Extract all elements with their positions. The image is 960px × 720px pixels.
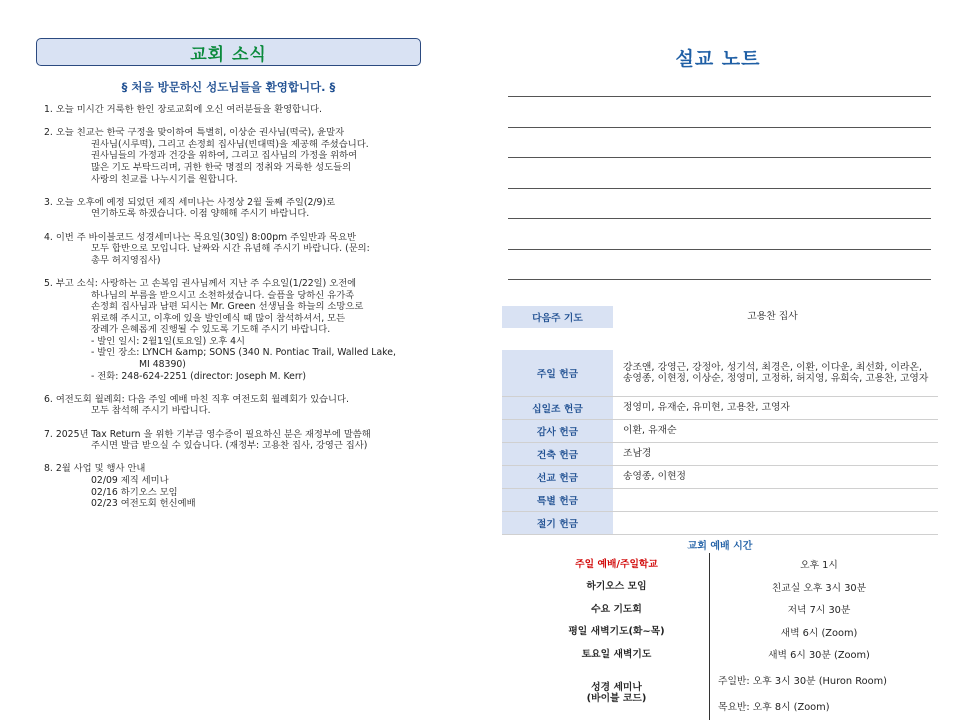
offering-value: 이환, 유재순 [623, 425, 677, 437]
seminar-label-line: 성경 세미나 [591, 681, 642, 693]
funeral-place-zip: MI 48390) [139, 359, 186, 371]
note-line [508, 279, 931, 280]
news-list [36, 104, 436, 510]
offering-table [502, 306, 938, 535]
worship-row [524, 598, 928, 621]
news-line: 연기하도록 하겠습니다. 이점 양해해 주시기 바랍니다. [91, 208, 310, 220]
seminar-value: 주일반: 오후 3시 30분 (Huron Room) [718, 676, 887, 688]
news-line: 모두 합반으로 모입니다. 날짜와 시간 유념해 주시기 바랍니다. (문의: [91, 243, 370, 255]
news-line: 총무 허지영집사) [91, 254, 161, 266]
offering-row [502, 420, 938, 443]
note-line [508, 218, 931, 219]
news-line: 3. 오늘 오후에 예정 되었던 제직 세미나는 사정상 2월 둘째 주일(2/9)로 [44, 196, 336, 208]
news-line: 위로해 주시고, 이후에 있을 발인예식 때 많이 참석하셔서, 모든 [91, 312, 346, 324]
offering-label: 선교 헌금 [502, 466, 613, 488]
offering-value: 조남경 [623, 448, 652, 460]
offering-label: 절기 헌금 [502, 512, 613, 534]
offering-row [502, 489, 938, 512]
church-news-title: 교회 소식 [190, 44, 267, 65]
news-line: 주시면 발급 받으실 수 있습니다. (재정부: 고용찬 집사, 강영근 집사) [91, 440, 368, 452]
church-news-title-box [36, 38, 421, 66]
news-item-8 [36, 463, 436, 509]
offering-value [613, 489, 938, 511]
welcome-message: § 처음 방문하신 성도님들을 환영합니다. § [121, 80, 336, 94]
offering-value: 정영미, 유재순, 유미현, 고용찬, 고영자 [623, 402, 790, 414]
worship-label: 하기오스 모임 [524, 576, 710, 599]
offering-row [502, 443, 938, 466]
table-spacer [502, 328, 938, 350]
worship-row [524, 643, 928, 666]
news-item-5 [36, 278, 436, 382]
worship-value: 저녁 7시 30분 [787, 605, 851, 617]
worship-value: 새벽 6시 30분 (Zoom) [768, 650, 870, 662]
schedule-item: 02/23 여전도회 헌신예배 [91, 498, 196, 510]
news-line: 모두 참석해 주시기 바랍니다. [91, 405, 211, 417]
news-line: 1. 오늘 미시간 거룩한 한인 장로교회에 오신 여러분들을 환영합니다. [44, 104, 322, 115]
seminar-value: 목요반: 오후 8시 (Zoom) [718, 701, 830, 713]
worship-label: 주일 예배/주일학교 [524, 553, 710, 576]
worship-row-seminar [524, 666, 928, 720]
note-line [508, 188, 931, 189]
seminar-label-line: (바이블 코드) [586, 693, 647, 704]
worship-label: 수요 기도회 [524, 598, 710, 621]
news-item-2 [36, 127, 436, 185]
offering-label: 주일 헌금 [502, 350, 613, 396]
worship-times-title: 교회 예배 시간 [687, 541, 753, 552]
prayer-label: 다음주 기도 [502, 306, 613, 328]
offering-label: 특별 헌금 [502, 489, 613, 511]
schedule-item: 02/09 제직 세미나 [91, 475, 169, 486]
funeral-phone: - 전화: 248-624-2251 (director: Joseph M. Kerr) [91, 370, 306, 382]
worship-row [524, 576, 928, 599]
worship-row [524, 621, 928, 644]
worship-label: 평일 새벽기도(화~목) [524, 621, 710, 644]
offering-label: 감사 헌금 [502, 420, 613, 442]
note-line [508, 157, 931, 158]
news-line: 권사님(시루떡), 그리고 손정희 집사님(빈대떡)을 제공해 주셨습니다. [91, 138, 369, 150]
note-line [508, 127, 931, 128]
news-line: 4. 이번 주 바이블코드 성경세미나는 목요일(30일) 8:00pm 주일반과 목요반 [44, 231, 356, 243]
offering-row [502, 512, 938, 535]
news-item-1 [36, 104, 436, 116]
offering-value: 강조앤, 강영근, 강정아, 성기석, 최경은, 이환, 이다운, 최선화, 이라온, 송영종, 이현정, 이상순, 정영미, 고정하, 허지영, 유희숙, 고용찬, 고영자 [623, 361, 929, 384]
news-line: 6. 여전도회 월례회: 다음 주일 예배 마친 직후 여전도회 월례회가 있습니다. [44, 393, 349, 405]
offering-row [502, 350, 938, 397]
offering-row [502, 466, 938, 489]
worship-label: 토요일 새벽기도 [524, 643, 710, 666]
news-line: 권사님들의 가정과 건강을 위하여, 그리고 집사님의 가정을 위하여 [91, 150, 358, 162]
news-line: 2. 오늘 친교는 한국 구정을 맞이하여 특별히, 이상순 권사님(떡국), 윤말자 [44, 127, 345, 139]
church-news-column [36, 38, 436, 521]
news-line: 장례가 은혜롭게 진행될 수 있도록 기도해 주시기 바랍니다. [91, 324, 331, 336]
note-line [508, 96, 931, 97]
news-item-7 [36, 429, 436, 452]
seminar-label [524, 666, 710, 720]
prayer-value: 고용찬 집사 [747, 311, 798, 323]
news-item-3 [36, 197, 436, 220]
news-line: 사랑의 친교를 나누시기를 원합니다. [91, 173, 238, 185]
offering-row [502, 397, 938, 420]
seminar-values [710, 666, 928, 720]
news-item-6 [36, 394, 436, 417]
offering-label: 십일조 헌금 [502, 397, 613, 419]
note-line [508, 249, 931, 250]
news-line: 7. 2025년 Tax Return 을 위한 기부금 영수증이 필요하신 분은 재정부에 말씀해 [44, 428, 371, 440]
worship-value: 친교실 오후 3시 30분 [771, 582, 867, 594]
offering-value: 송영종, 이현정 [623, 471, 687, 483]
worship-value: 오후 1시 [800, 560, 838, 572]
offering-label: 건축 헌금 [502, 443, 613, 465]
schedule-item: 02/16 하기오스 모임 [91, 486, 178, 498]
worship-times-table [524, 553, 928, 720]
worship-row [524, 553, 928, 576]
sermon-notes-title: 설교 노트 [675, 48, 761, 70]
prayer-row [502, 306, 938, 328]
news-item-4 [36, 232, 436, 267]
offering-value [613, 512, 938, 534]
funeral-place: - 발인 장소: LYNCH &amp; SONS (340 N. Pontiac Trail, Walled Lake, [91, 347, 396, 359]
news-line: 8. 2월 사업 및 행사 안내 [44, 463, 146, 475]
news-line: 손정희 집사님과 남편 되시는 Mr. Green 선생님을 하늘의 소망으로 [91, 301, 364, 313]
news-line: 하나님의 부름을 받으시고 소천하셨습니다. 슬픔을 당하신 유가족 [91, 289, 355, 301]
news-line: 많은 기도 부탁드리며, 귀한 한국 명절의 정취와 거룩한 성도들의 [91, 161, 352, 173]
worship-value: 새벽 6시 (Zoom) [780, 627, 858, 639]
funeral-date: - 발인 일시: 2월1일(토요일) 오후 4시 [91, 335, 246, 347]
news-line: 5. 부고 소식: 사랑하는 고 손복임 권사님께서 지난 주 수요일(1/22일) 오전에 [44, 277, 357, 289]
